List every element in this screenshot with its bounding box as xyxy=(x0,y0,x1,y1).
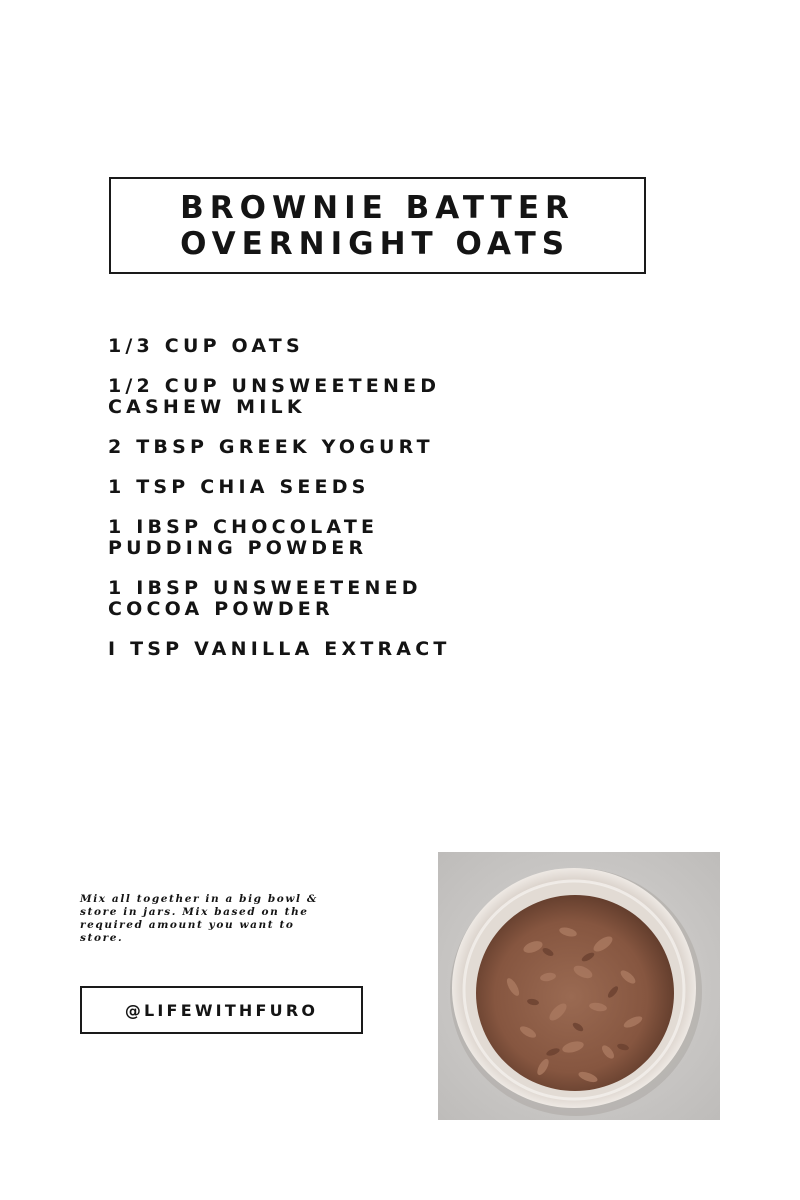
recipe-title-line-2: OVERNIGHT OATS xyxy=(180,225,571,262)
recipe-title xyxy=(180,190,575,262)
ingredient-item: 1 TSP CHIA SEEDS xyxy=(108,476,370,498)
ingredient-item: 1 IBSP CHOCOLATE PUDDING POWDER xyxy=(108,516,379,559)
ingredient-item: 2 TBSP GREEK YOGURT xyxy=(108,436,434,458)
ingredient-item: 1/3 CUP OATS xyxy=(108,335,304,357)
instructions-note: Mix all together in a big bowl & store in jars. Mix based on the required amount you want to store. xyxy=(80,893,318,944)
title-box xyxy=(109,177,646,274)
social-handle-box xyxy=(80,986,363,1034)
oats-jar-illustration xyxy=(438,852,720,1120)
ingredient-item: I TSP VANILLA EXTRACT xyxy=(108,638,451,660)
ingredient-item: 1/2 CUP UNSWEETENED CASHEW MILK xyxy=(108,375,441,418)
ingredient-list xyxy=(108,336,668,679)
recipe-title-line-1: BROWNIE BATTER xyxy=(180,189,575,226)
oats-jar-photo xyxy=(438,852,720,1120)
ingredient-item: 1 IBSP UNSWEETENED COCOA POWDER xyxy=(108,577,422,620)
social-handle: @LIFEWITHFURO xyxy=(124,1000,319,1020)
